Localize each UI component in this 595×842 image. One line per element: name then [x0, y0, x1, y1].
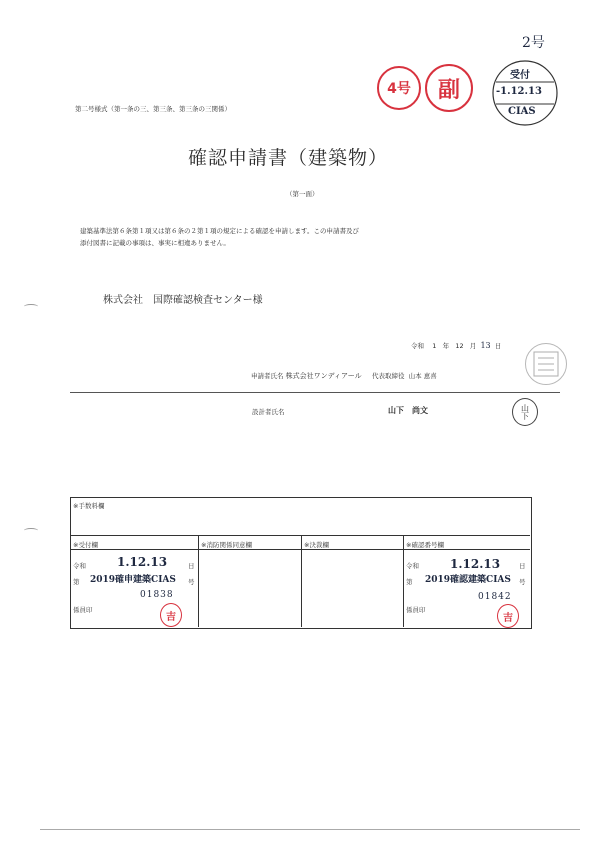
number-stamp: 4号	[377, 66, 421, 110]
fee-label: ※手数料欄	[73, 502, 105, 510]
company-seal-mark	[526, 344, 566, 384]
table-header-divider	[70, 549, 530, 550]
separator-line	[70, 392, 560, 393]
confirmation-officer-label: 係員印	[406, 606, 426, 614]
confirmation-doc-number: 2019確認建築CIAS	[425, 575, 511, 585]
confirmation-day-unit: 日	[519, 562, 526, 570]
page-label: （第一面）	[286, 190, 319, 198]
confirmation-date: 1.12.13	[450, 557, 501, 571]
table-row-divider	[70, 535, 530, 536]
designer-name: 山下 尚文	[388, 406, 428, 415]
reception-day-unit: 日	[188, 562, 195, 570]
receipt-date-text: -1.12.13	[496, 86, 542, 97]
confirmation-no-suffix: 号	[519, 578, 526, 586]
confirmation-serial: 01842	[478, 592, 512, 602]
reception-serial: 01838	[140, 590, 174, 600]
confirmation-era: 令和	[406, 562, 419, 570]
punch-mark-bottom	[24, 528, 38, 533]
confirmation-officer-seal: 吉	[497, 604, 519, 628]
addressee: 株式会社 国際確認検査センター様	[103, 295, 263, 306]
reception-doc-number: 2019確申建築CIAS	[90, 575, 176, 585]
body-line-2: 添付図書に記載の事項は、事実に相違ありません。	[80, 239, 230, 247]
copy-stamp: 副	[425, 64, 473, 112]
confirmation-no-prefix: 第	[406, 578, 413, 586]
application-date: 令和 1 年 12 月 13 日	[411, 341, 502, 350]
receipt-date-stamp	[490, 58, 560, 128]
designer-seal: 山下	[512, 398, 538, 426]
decision-label: ※決裁欄	[304, 541, 329, 549]
punch-mark-top	[24, 304, 38, 309]
corner-note: 2号	[522, 35, 545, 51]
reception-date: 1.12.13	[117, 555, 168, 569]
body-line-1: 建築基準法第６条第１項又は第６条の２第１項の規定による確認を申請します。この申請書及び	[80, 227, 359, 235]
reception-officer-seal: 吉	[160, 603, 182, 627]
table-col-divider-1	[198, 535, 199, 627]
designer-label: 設計者氏名	[252, 408, 285, 416]
reception-era: 令和	[73, 562, 86, 570]
confirmation-label: ※確認番号欄	[406, 541, 444, 549]
reception-no-prefix: 第	[73, 578, 80, 586]
table-col-divider-3	[403, 535, 404, 627]
page-title: 確認申請書（建築物）	[188, 147, 389, 169]
reception-label: ※受付欄	[73, 541, 98, 549]
table-col-divider-2	[301, 535, 302, 627]
receipt-top-text: 受付	[510, 70, 530, 81]
form-label: 第二号様式（第一条の三、第三条、第三条の三関係）	[75, 105, 231, 113]
company-seal	[525, 343, 567, 385]
bottom-scan-line	[40, 829, 580, 830]
reception-no-suffix: 号	[188, 578, 195, 586]
reception-officer-label: 係員印	[73, 606, 93, 614]
applicant-line: 申請者氏名 株式会社ワンディアール 代表取締役 山本 恵喜	[251, 372, 437, 380]
receipt-org-text: CIAS	[508, 106, 536, 117]
fire-consent-label: ※消防関係同意欄	[201, 541, 252, 549]
